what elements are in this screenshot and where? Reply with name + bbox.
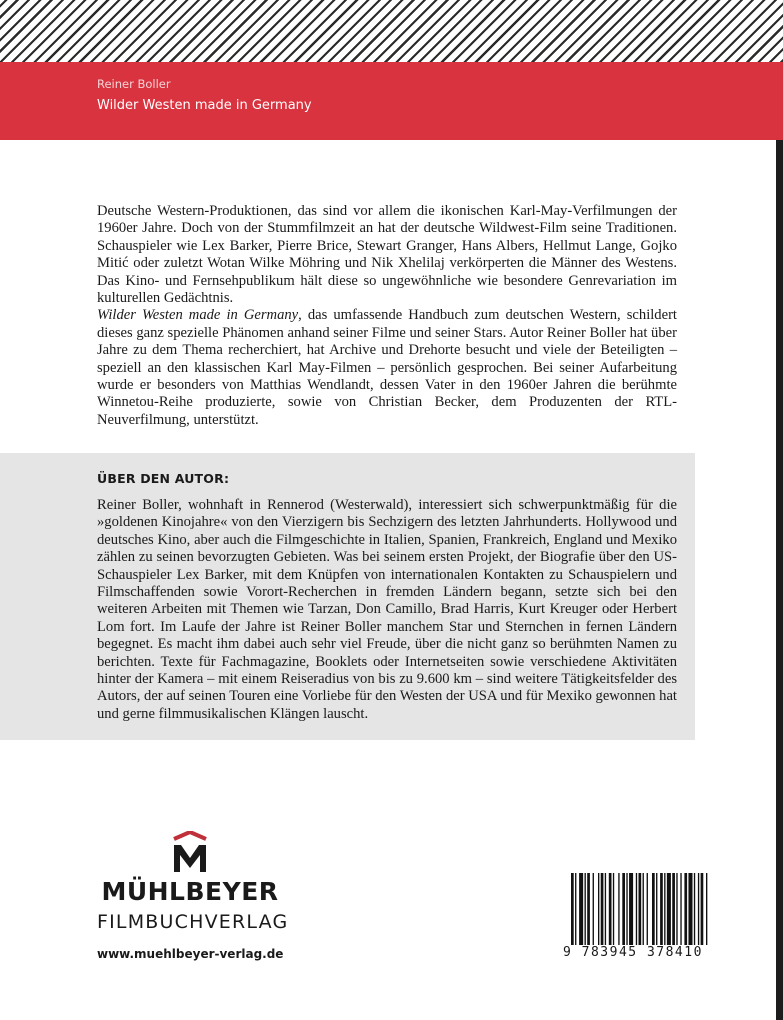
barcode-bar <box>656 873 657 945</box>
blurb-paragraph-2 <box>97 307 677 429</box>
banner-author: Reiner Boller <box>97 77 171 91</box>
barcode-bar <box>672 873 675 945</box>
barcode-bar <box>571 873 574 945</box>
about-author-text: Reiner Boller, wohnhaft in Rennerod (Westerwald), interessiert sich schwerpunktmäßig für die »goldenen Kinojahre« von den Vierzigern bis Sechzigern des letzten Jahrhunderts. Hollywood und deutsches Kino, aber auch die Filmgeschichte in Italien, Spanien, Frankreich, England und Mexiko zählen zu seinen bevorzugten Gebieten. Was bei seinem ersten Projekt, der Biografie über den US-Schauspieler Lex Barker, mit dem Knüpfen von internationalen Kontakten zu Schauspielern und Filmschaffenden sowie Vorort-Recherchen in fremden Ländern begann, setzte sich bei den weiteren Arbeiten mit Themen wie Tarzan, Don Camillo, Brad Harris, Kurt Kreuger oder Herbert Lom fort. Im Laufe der Jahre ist Reiner Boller manchem Star und Sternchen in fernen Ländern begegnet. Es macht ihm dabei auch sehr viel Freude, über die nicht ganz so berühmten Namen zu berichten. Texte für Fachmagazine, Booklets oder Internetseiten sowie verschiedene Aktivitäten hinter der Kamera – mit einem Reiseradius von bis zu 9.600 km – sind weitere Tätigkeitsfelder des Autors, der auf seinen Touren eine Vorliebe für den Westen der USA und für Mexiko gewonnen hat und gerne filmmusikalischen Klängen lauscht. <box>97 497 677 722</box>
barcode-bar <box>694 873 695 945</box>
barcode-bar <box>605 873 606 945</box>
barcode-bar <box>613 873 614 945</box>
barcode-bar <box>593 873 594 945</box>
m-logo-icon <box>170 831 210 873</box>
barcode-bar <box>609 873 612 945</box>
barcode-bar <box>622 873 625 945</box>
publisher-url: www.muehlbeyer-verlag.de <box>97 947 284 961</box>
barcode-bar <box>698 873 699 945</box>
spine-edge <box>776 140 783 1020</box>
barcode-bar <box>688 873 692 945</box>
barcode-bar <box>647 873 648 945</box>
barcode-bar <box>598 873 599 945</box>
barcode-bar <box>587 873 590 945</box>
barcode-bar <box>629 873 633 945</box>
barcode-bar <box>585 873 586 945</box>
logo-m-shape <box>174 845 206 872</box>
barcode-bar <box>706 873 707 945</box>
header-banner <box>0 62 783 140</box>
diagonal-stripe-band <box>0 0 783 62</box>
barcode-bar <box>579 873 583 945</box>
barcode-bar <box>643 873 644 945</box>
barcode-bar <box>652 873 655 945</box>
barcode-bar <box>636 873 637 945</box>
barcode-bars <box>571 873 757 945</box>
barcode-bar <box>626 873 627 945</box>
blurb <box>97 203 677 429</box>
blurb-paragraph-2-text: , das umfassende Handbuch zum deutschen Western, schildert dieses ganz spezielle Phänomen anhand seiner Filme und seiner Stars. Autor Reiner Boller hat über Jahre zu dem Thema recherchiert, hat Archive und Drehorte besucht und viele der Beteiligten – speziell an den klassischen Karl May-Filmen – persönlich gesprochen. Bei seiner Aufarbeitung wurde er besonders von Matthias Wendlandt, dessen Vater in den 1960er Jahren die berühmte Winnetou-Reihe produzierte, sowie von Christian Becker, dem Produzenten der RTL-Neuverfilmung, unterstützt. <box>97 307 677 428</box>
barcode-bar <box>575 873 576 945</box>
barcode-bar <box>684 873 687 945</box>
blurb-paragraph-1: Deutsche Western-Produktionen, das sind vor allem die ikonischen Karl-May-Verfilmungen der 1960er Jahre. Doch von der Stummfilmzeit an hat der deutsche Wildwest-Film seine Traditionen. Schauspieler wie Lex Barker, Pierre Brice, Stewart Granger, Hans Albers, Hellmut Lange, Gojko Mitić oder zuletzt Wotan Wilke Möhring und Nik Xhelilaj verkörperten die Männer des Westens. Das Kino- und Fernsehpublikum hält diese so ungewöhnliche wie besondere Genrevariation im kulturellen Gedächtnis. <box>97 203 677 307</box>
barcode-bar <box>680 873 681 945</box>
barcode-bar <box>667 873 671 945</box>
publisher-subtitle: FILMBUCHVERLAG <box>97 911 289 933</box>
barcode-bar <box>660 873 663 945</box>
barcode-bar <box>664 873 665 945</box>
blurb-book-title: Wilder Westen made in Germany <box>97 307 299 324</box>
banner-title: Wilder Westen made in Germany <box>97 98 312 113</box>
barcode-bar <box>701 873 704 945</box>
barcode-number: 9 783945 378410 <box>563 945 703 960</box>
barcode-bar <box>618 873 619 945</box>
barcode-bar <box>676 873 677 945</box>
about-author-heading: ÜBER DEN AUTOR: <box>97 471 230 486</box>
publisher-name: MÜHLBEYER <box>101 877 279 906</box>
logo-chevron <box>174 832 206 839</box>
barcode-area <box>563 869 763 969</box>
barcode-bar <box>601 873 604 945</box>
barcode-bar <box>639 873 642 945</box>
